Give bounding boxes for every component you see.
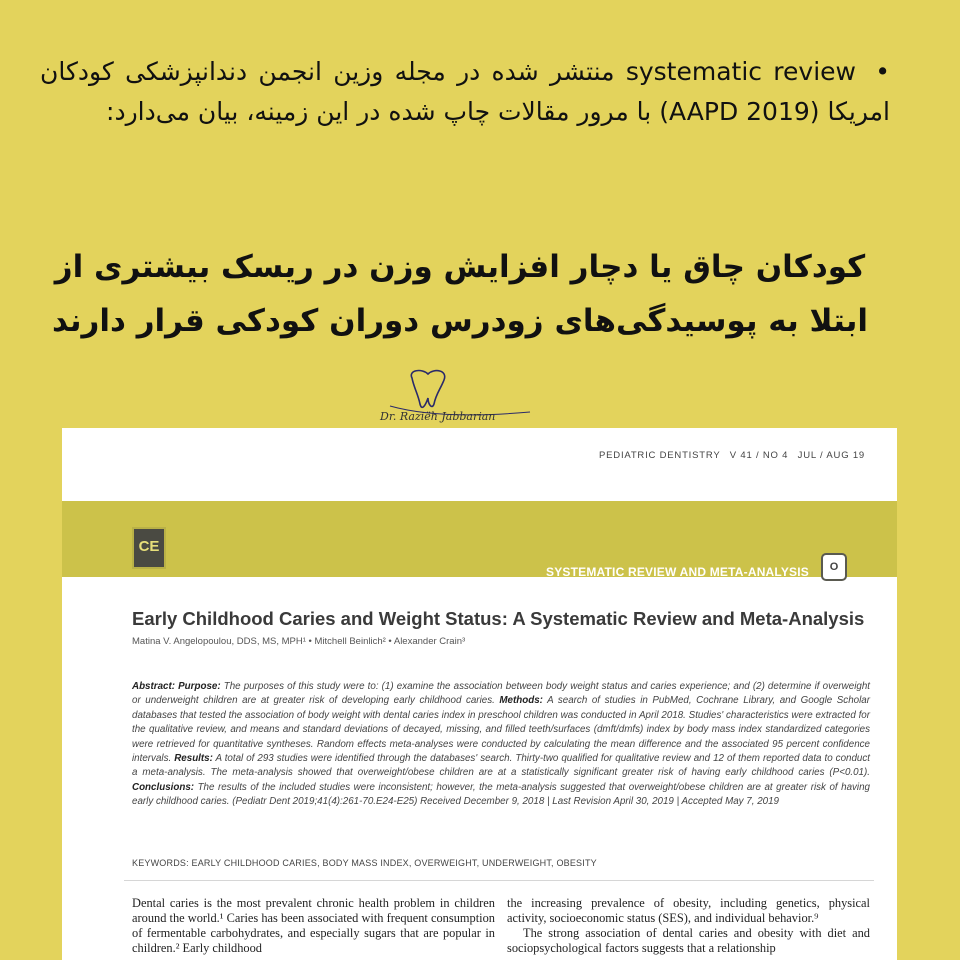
keywords: KEYWORDS: EARLY CHILDHOOD CARIES, BODY MASS INDEX, OVERWEIGHT, UNDERWEIGHT, OBESITY — [132, 858, 597, 868]
intro-text: منتشر شده در مجله وزین انجمن دندانپزشکی کودکان امریکا — [40, 57, 890, 126]
journal-date: JUL / AUG 19 — [797, 450, 865, 461]
paper-title: Early Childhood Caries and Weight Status: A Systematic Review and Meta-Analysis — [132, 608, 865, 629]
conclusions-text: The results of the included studies were inconsistent; however, the meta-analysis suggested that overweight/obese children are at greater risk of having early childhood caries. — [132, 781, 870, 808]
intro-citation: (AAPD 2019) — [659, 97, 820, 126]
bullet: • — [875, 57, 890, 86]
journal-name: PEDIATRIC DENTISTRY — [599, 450, 721, 461]
methods-label: Methods: — [499, 695, 543, 707]
intro-paragraph — [40, 52, 890, 132]
journal-volume: V 41 / NO 4 — [729, 450, 789, 461]
divider — [124, 880, 874, 881]
abstract-citation: (Pediatr Dent 2019;41(4):261-70.E24-E25) Received December 9, 2018 | Last Revision April 30, 2019 | Accepted May 7, 2019 — [232, 796, 779, 808]
results-label: Results: — [174, 753, 213, 765]
paper-authors: Matina V. Angelopoulou, DDS, MS, MPH¹ • Mitchell Beinlich² • Alexander Crain³ — [132, 636, 466, 647]
intro-text-end: با مرور مقالات چاپ شده در این زمینه، بیان می‌دارد: — [106, 97, 652, 126]
ce-badge: CE — [132, 527, 166, 569]
conclusions-label: Conclusions: — [132, 781, 195, 793]
purpose-text: The purposes of this study were to: (1) examine the association between body weight status and caries experience; and (2) determine if overweight or underweight children are at greater risk of developing early childhood caries. — [132, 681, 871, 707]
section-tag: SYSTEMATIC REVIEW AND META-ANALYSIS — [545, 565, 809, 579]
paper-screenshot — [62, 428, 897, 960]
body-text — [132, 896, 870, 956]
body-column-right — [507, 896, 870, 956]
intro-term: systematic review — [625, 57, 856, 86]
methods-text: A search of studies in PubMed, Cochrane Library, and Google Scholar databases that tested the association of body weight with dental caries index in preschool children was conducted in April 2018. Studies' characteristics were extracted for the qualitative review, and means and standard deviations of decayed, missing, and filled teeth/surfaces (dmft/dmfs) index by body mass index standardized categories were retrieved for quantitative syntheses. Random effects meta-analyses were conducted by calculating the mean difference and the associated 95 percent confidence intervals. — [132, 695, 870, 765]
body-column-left: Dental caries is the most prevalent chronic health problem in children around the world.¹ Caries has been associated with frequent consumption of fermentable carbohydrates, and especially sugars that are popular in children.² Early childhood — [132, 896, 495, 955]
body-right-paragraph-1: the increasing prevalence of obesity, including genetics, physical activity, socioeconomic status (SES), and individual behavior.⁹ — [507, 896, 870, 925]
results-text: A total of 293 studies were identified through the databases' search. Thirty-two qualified for qualitative review and 12 of them reported data to conduct a meta-analysis. The meta-analysis showed that overweight/obese children are at a statistically significant greater risk of having early childhood caries (P<0.01). — [132, 753, 870, 779]
abstract-label: Abstract: — [132, 681, 176, 692]
body-right-paragraph-2: The strong association of dental caries and obesity with diet and sociopsychological factors suggests that a relationship — [507, 926, 870, 955]
purpose-label: Purpose: — [178, 681, 221, 692]
journal-header — [593, 450, 865, 461]
logo-signature: Dr. Raziëh Jabbarian — [380, 410, 496, 423]
open-access-badge: O — [821, 553, 847, 581]
abstract — [132, 680, 870, 810]
headline: کودکان چاق یا دچار افزایش وزن در ریسک بیشتری از ابتلا به پوسیدگی‌های زودرس دوران کودکی قرار دارند — [51, 249, 868, 339]
logo — [380, 368, 570, 430]
section-band — [62, 501, 897, 577]
